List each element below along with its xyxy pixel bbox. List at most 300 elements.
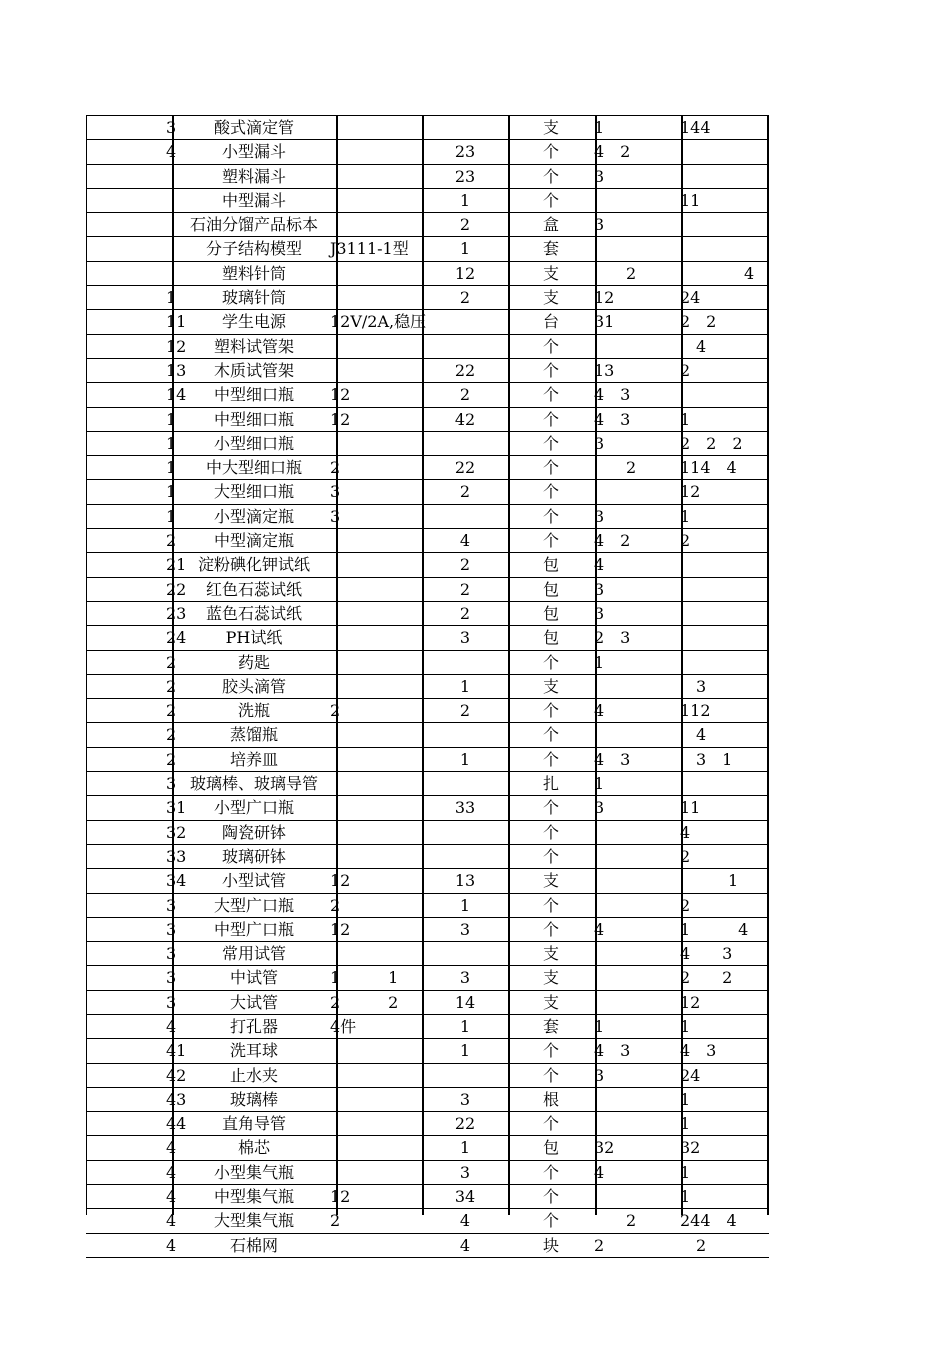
item-name: 中型细口瓶 [213, 409, 294, 429]
table-row [86, 991, 769, 1015]
item-count-b: 1 [680, 506, 691, 526]
item-name: 蒸馏瓶 [229, 725, 278, 745]
item-quantity: 1 [459, 190, 471, 210]
item-name: 塑料漏斗 [221, 166, 286, 186]
item-unit: 个 [542, 385, 559, 405]
item-unit: 个 [542, 701, 559, 721]
item-count-b [680, 213, 770, 236]
item-quantity [422, 432, 508, 455]
item-name: 大试管 [229, 992, 278, 1012]
item-number: 4 [166, 1162, 177, 1182]
item-count-a: 1 [594, 652, 605, 672]
item-unit: 包 [542, 579, 559, 599]
item-count-b: 2 [680, 846, 691, 866]
item-name: 小型广口瓶 [213, 798, 294, 818]
item-quantity: 4 [459, 531, 471, 551]
item-quantity: 13 [454, 871, 476, 891]
item-unit: 支 [542, 118, 559, 137]
item-count-b: 2 2 2 [680, 433, 743, 453]
item-number: 44 [166, 1114, 187, 1134]
item-number: 4 [166, 1187, 177, 1207]
item-spec: J3111-1型 [330, 239, 409, 259]
item-count-a: 4 [594, 919, 605, 939]
item-count-b: 24 [680, 1065, 701, 1085]
item-unit: 根 [542, 1089, 559, 1109]
item-unit: 个 [542, 725, 559, 745]
item-count-b: 11 [680, 798, 701, 818]
item-quantity [422, 1064, 508, 1087]
item-count-b: 1 [680, 1016, 691, 1036]
item-quantity: 1 [459, 1138, 471, 1158]
item-unit: 个 [542, 1187, 559, 1207]
item-quantity: 14 [454, 992, 476, 1012]
item-count-b: 112 [680, 701, 711, 721]
item-quantity: 2 [459, 579, 471, 599]
item-name: 中型滴定瓶 [213, 531, 294, 551]
item-count-b: 3 1 [680, 749, 733, 769]
item-spec: 12V/2A,稳压 [330, 312, 427, 332]
item-quantity [422, 845, 508, 868]
item-count-b: 12 [680, 992, 701, 1012]
item-name: 洗耳球 [229, 1041, 278, 1061]
item-number: 1 [166, 506, 177, 526]
item-number: 3 [166, 919, 177, 939]
item-count-a: 3 [594, 579, 605, 599]
item-count-a [594, 335, 680, 358]
item-number: 3 [166, 774, 177, 794]
table-row [86, 310, 769, 334]
item-spec: 1 1 [330, 968, 399, 988]
item-count-a [594, 1088, 680, 1111]
item-count-a: 13 [594, 360, 615, 380]
table-row [86, 796, 769, 820]
item-number: 2 [166, 701, 177, 721]
item-number: 1 [166, 409, 177, 429]
item-count-a [594, 821, 680, 844]
item-count-a: 1 [594, 118, 605, 137]
item-name: 中型漏斗 [221, 190, 286, 210]
item-count-a: 4 3 [594, 385, 631, 405]
item-spec: 3 [330, 482, 341, 502]
item-spec: 4件 [330, 1016, 357, 1036]
item-count-b: 1 [680, 1187, 691, 1207]
item-number: 1 [166, 458, 177, 478]
item-quantity: 22 [454, 360, 476, 380]
item-unit: 个 [542, 506, 559, 526]
table-row [86, 262, 769, 286]
item-quantity: 3 [459, 919, 471, 939]
item-count-b: 32 [680, 1138, 701, 1158]
item-count-a: 3 [594, 506, 605, 526]
item-count-a [594, 966, 680, 989]
item-unit: 支 [542, 871, 559, 891]
item-unit: 扎 [542, 774, 559, 794]
item-count-b [680, 383, 770, 406]
item-quantity [422, 310, 508, 333]
table-row [86, 1136, 769, 1160]
table-row [86, 626, 769, 650]
item-count-a: 3 [594, 433, 605, 453]
item-name: 止水夹 [229, 1065, 278, 1085]
item-count-a: 1 [594, 774, 605, 794]
item-name: 小型集气瓶 [213, 1162, 294, 1182]
item-name: PH试纸 [225, 628, 283, 648]
item-number: 11 [166, 312, 187, 332]
table-row [86, 165, 769, 189]
table-row [86, 237, 769, 261]
item-unit: 个 [542, 749, 559, 769]
item-count-a [594, 942, 680, 965]
item-unit: 支 [542, 944, 559, 964]
item-quantity [422, 821, 508, 844]
item-name: 大型广口瓶 [213, 895, 294, 915]
item-count-a [594, 845, 680, 868]
item-name: 玻璃棒 [229, 1089, 278, 1109]
item-spec: 2 [330, 701, 341, 721]
item-count-b: 144 [680, 118, 711, 137]
item-unit: 个 [542, 190, 559, 210]
item-number: 43 [166, 1089, 187, 1109]
table-row [86, 1015, 769, 1039]
table-row [86, 1112, 769, 1136]
table-row [86, 213, 769, 237]
item-quantity: 1 [459, 239, 471, 259]
item-count-b: 4 [680, 336, 707, 356]
item-unit: 支 [542, 992, 559, 1012]
table-row [86, 529, 769, 553]
item-count-a: 2 3 [594, 628, 631, 648]
item-count-a [594, 675, 680, 698]
table-row [86, 432, 769, 456]
item-unit: 个 [542, 482, 559, 502]
item-count-b: 12 [680, 482, 701, 502]
item-number: 1 [166, 288, 177, 308]
item-quantity: 42 [454, 409, 476, 429]
table-row [86, 869, 769, 893]
table-row [86, 383, 769, 407]
item-count-a [594, 723, 680, 746]
item-unit: 包 [542, 1138, 559, 1158]
item-number: 3 [166, 992, 177, 1012]
item-count-a: 3 [594, 1065, 605, 1085]
item-name: 中型细口瓶 [213, 385, 294, 405]
item-number: 2 [166, 749, 177, 769]
item-count-b: 2 [680, 531, 691, 551]
item-count-a: 3 [594, 215, 605, 235]
item-count-b: 4 [680, 725, 707, 745]
table-row [86, 408, 769, 432]
item-spec: 12 [330, 409, 351, 429]
item-number: 2 [166, 676, 177, 696]
item-number: 22 [166, 579, 187, 599]
item-count-a: 4 3 [594, 1041, 631, 1061]
item-number: 4 [166, 1235, 177, 1255]
item-name: 塑料试管架 [213, 336, 294, 356]
table-row [86, 140, 769, 164]
item-number: 32 [166, 822, 187, 842]
item-count-a: 2 [594, 263, 637, 283]
item-unit: 个 [542, 1162, 559, 1182]
item-unit: 套 [542, 1016, 559, 1036]
item-count-b: 24 [680, 288, 701, 308]
item-name: 常用试管 [221, 944, 286, 964]
item-count-a: 3 [594, 603, 605, 623]
item-number: 4 [166, 1016, 177, 1036]
item-unit: 包 [542, 555, 559, 575]
item-count-a [594, 189, 680, 212]
item-number: 24 [166, 628, 187, 648]
item-quantity [422, 335, 508, 358]
item-quantity [422, 116, 508, 139]
item-count-b: 11 [680, 190, 701, 210]
item-name: 木质试管架 [213, 360, 294, 380]
item-number: 42 [166, 1065, 187, 1085]
table-row [86, 115, 769, 140]
item-count-b: 2 [680, 895, 691, 915]
item-number: 31 [166, 798, 187, 818]
item-number: 3 [166, 895, 177, 915]
item-number: 41 [166, 1041, 187, 1061]
table-row [86, 942, 769, 966]
item-quantity: 23 [454, 142, 476, 162]
item-count-b: 1 [680, 1114, 691, 1134]
item-name: 中大型细口瓶 [205, 458, 302, 478]
item-name: 大型细口瓶 [213, 482, 294, 502]
item-quantity: 1 [459, 895, 471, 915]
table-row [86, 894, 769, 918]
table-row [86, 456, 769, 480]
table-row [86, 1161, 769, 1185]
item-name: 打孔器 [229, 1016, 278, 1036]
item-name: 小型细口瓶 [213, 433, 294, 453]
item-count-b: 4 [680, 263, 755, 283]
table-row [86, 699, 769, 723]
item-unit: 个 [542, 531, 559, 551]
item-number: 2 [166, 531, 177, 551]
item-quantity: 2 [459, 385, 471, 405]
item-number: 4 [166, 142, 177, 162]
item-count-b: 4 3 [680, 944, 733, 964]
table-row [86, 723, 769, 747]
item-count-a: 4 3 [594, 409, 631, 429]
item-number: 3 [166, 118, 177, 137]
item-unit: 个 [542, 1065, 559, 1085]
item-name: 玻璃棒、玻璃导管 [189, 774, 318, 794]
item-count-b [680, 602, 770, 625]
item-quantity: 3 [459, 628, 471, 648]
item-count-b: 1 [680, 871, 739, 891]
item-name: 蓝色石蕊试纸 [205, 603, 302, 623]
table-row [86, 821, 769, 845]
equipment-table [86, 115, 769, 1258]
item-quantity: 23 [454, 166, 476, 186]
item-quantity: 4 [459, 1211, 471, 1231]
item-count-b: 244 4 [680, 1211, 737, 1231]
item-unit: 个 [542, 458, 559, 478]
item-count-a [594, 894, 680, 917]
item-unit: 个 [542, 895, 559, 915]
item-name: 棉芯 [237, 1138, 270, 1158]
item-count-a [594, 1185, 680, 1208]
item-unit: 个 [542, 336, 559, 356]
item-count-b: 4 [680, 822, 691, 842]
item-unit: 套 [542, 239, 559, 259]
item-unit: 个 [542, 1211, 559, 1231]
item-number: 4 [166, 1138, 177, 1158]
item-count-a: 3 [594, 798, 605, 818]
item-name: 中型广口瓶 [213, 919, 294, 939]
item-count-a: 31 [594, 312, 615, 332]
item-count-a [594, 991, 680, 1014]
item-count-a: 3 [594, 166, 605, 186]
item-name: 培养皿 [229, 749, 278, 769]
item-count-b [680, 651, 770, 674]
item-unit: 块 [542, 1235, 559, 1255]
item-name: 石棉网 [229, 1235, 278, 1255]
item-count-b [680, 578, 770, 601]
item-quantity: 12 [454, 263, 476, 283]
item-unit: 个 [542, 846, 559, 866]
item-name: 小型滴定瓶 [213, 506, 294, 526]
table-row [86, 918, 769, 942]
item-unit: 个 [542, 409, 559, 429]
table-row [86, 1209, 769, 1233]
item-count-b: 114 4 [680, 458, 737, 478]
item-quantity: 1 [459, 1041, 471, 1061]
item-count-b: 2 2 [680, 312, 717, 332]
item-quantity: 2 [459, 701, 471, 721]
table-row [86, 651, 769, 675]
item-unit: 支 [542, 288, 559, 308]
table-row [86, 359, 769, 383]
item-unit: 个 [542, 798, 559, 818]
item-name: 淀粉碘化钾试纸 [197, 555, 310, 575]
item-number: 2 [166, 725, 177, 745]
item-name: 陶瓷研钵 [221, 822, 286, 842]
item-count-a: 1 [594, 1016, 605, 1036]
item-number: 33 [166, 846, 187, 866]
item-spec: 12 [330, 385, 351, 405]
item-count-a: 2 [594, 1235, 605, 1255]
item-number: 1 [166, 482, 177, 502]
item-count-a: 4 [594, 701, 605, 721]
item-number: 23 [166, 603, 187, 623]
table-row [86, 845, 769, 869]
item-count-b: 1 [680, 1089, 691, 1109]
item-count-b: 1 [680, 1162, 691, 1182]
table-row [86, 335, 769, 359]
item-spec: 12 [330, 1187, 351, 1207]
item-unit: 个 [542, 1041, 559, 1061]
item-spec: 2 [330, 458, 341, 478]
item-spec: 2 [330, 1211, 341, 1231]
item-spec: 2 [330, 895, 341, 915]
item-spec: 2 2 [330, 992, 399, 1012]
item-unit: 包 [542, 603, 559, 623]
item-quantity: 1 [459, 749, 471, 769]
item-unit: 个 [542, 142, 559, 162]
item-name: 小型试管 [221, 871, 286, 891]
item-number: 21 [166, 555, 187, 575]
item-unit: 个 [542, 166, 559, 186]
item-count-a [594, 869, 680, 892]
table-row [86, 189, 769, 213]
item-count-b [680, 626, 770, 649]
item-number: 3 [166, 968, 177, 988]
item-spec: 12 [330, 919, 351, 939]
item-quantity: 1 [459, 676, 471, 696]
item-unit: 个 [542, 822, 559, 842]
item-number: 12 [166, 336, 187, 356]
item-unit: 个 [542, 919, 559, 939]
item-name: 玻璃研钵 [221, 846, 286, 866]
item-quantity [422, 772, 508, 795]
item-count-a: 32 [594, 1138, 615, 1158]
item-name: 石油分馏产品标本 [189, 215, 318, 235]
item-unit: 支 [542, 968, 559, 988]
item-quantity: 3 [459, 1089, 471, 1109]
table-row [86, 578, 769, 602]
item-count-a: 12 [594, 288, 615, 308]
item-name: 中试管 [229, 968, 278, 988]
item-quantity: 1 [459, 1016, 471, 1036]
item-count-b: 2 [680, 1235, 707, 1255]
item-count-b [680, 140, 770, 163]
item-unit: 个 [542, 433, 559, 453]
item-unit: 个 [542, 652, 559, 672]
item-number: 2 [166, 652, 177, 672]
item-quantity: 2 [459, 603, 471, 623]
item-count-a: 4 [594, 1162, 605, 1182]
table-row [86, 286, 769, 310]
item-unit: 台 [542, 312, 559, 332]
item-count-a: 4 [594, 555, 605, 575]
item-count-b: 2 [680, 360, 691, 380]
table-row [86, 772, 769, 796]
item-count-a: 4 2 [594, 142, 631, 162]
item-unit: 包 [542, 628, 559, 648]
table-row [86, 1088, 769, 1112]
item-count-a [594, 480, 680, 503]
item-quantity: 33 [454, 798, 476, 818]
item-name: 药匙 [237, 652, 270, 672]
item-count-a [594, 1112, 680, 1135]
item-count-b [680, 772, 770, 795]
item-name: 分子结构模型 [205, 239, 302, 259]
table-row [86, 1185, 769, 1209]
item-count-b [680, 237, 770, 260]
item-name: 酸式滴定管 [213, 118, 294, 137]
item-count-a: 2 [594, 1211, 637, 1231]
item-count-a: 4 2 [594, 531, 631, 551]
item-name: 塑料针筒 [221, 263, 286, 283]
item-count-b: 4 3 [680, 1041, 717, 1061]
item-quantity: 4 [459, 1235, 471, 1255]
table-row [86, 966, 769, 990]
item-name: 洗瓶 [237, 701, 270, 721]
item-name: 中型集气瓶 [213, 1187, 294, 1207]
item-unit: 支 [542, 676, 559, 696]
item-quantity: 2 [459, 215, 471, 235]
table-row [86, 748, 769, 772]
table-row [86, 602, 769, 626]
item-count-b [680, 165, 770, 188]
item-count-b: 1 [680, 409, 691, 429]
item-unit: 个 [542, 1114, 559, 1134]
item-number: 14 [166, 385, 187, 405]
item-quantity: 22 [454, 458, 476, 478]
table-row [86, 480, 769, 504]
